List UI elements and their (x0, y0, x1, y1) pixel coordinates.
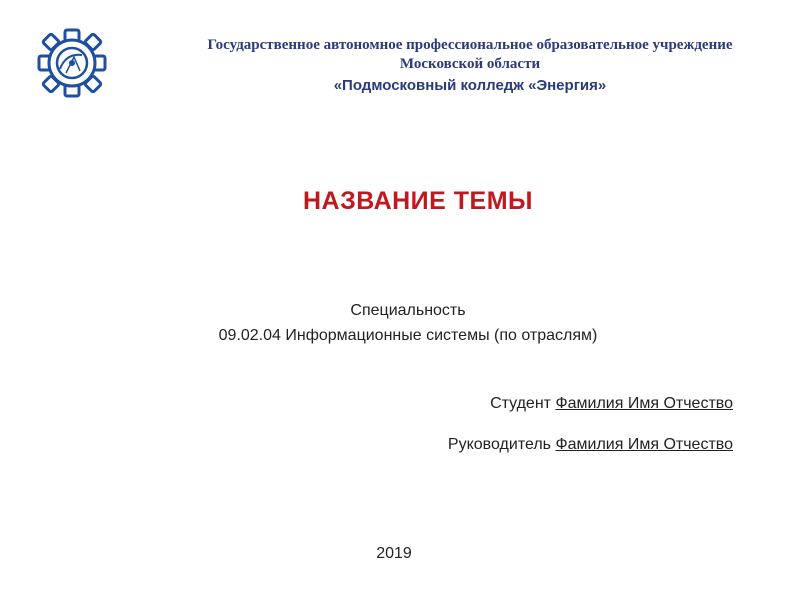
college-gear-logo-icon (36, 27, 108, 99)
year: 2019 (376, 545, 412, 562)
specialty-block (0, 298, 800, 348)
people-block (448, 394, 733, 455)
student-label: Студент (490, 395, 551, 412)
supervisor-row (448, 435, 733, 455)
institution-name: «Подмосковный колледж «Энергия» (333, 77, 607, 94)
specialty-label: Специальность (350, 302, 466, 319)
topic-title: НАЗВАНИЕ ТЕМЫ (302, 187, 534, 215)
institution-header (150, 36, 790, 95)
specialty-code-name: 09.02.04 Информационные системы (по отраслям) (218, 327, 598, 344)
supervisor-name: Фамилия Имя Отчество (555, 436, 733, 453)
institution-line-1: Государственное автономное профессиональное образовательное учреждение (207, 37, 733, 53)
institution-line-2: Московской области (399, 56, 541, 72)
student-name: Фамилия Имя Отчество (555, 395, 733, 412)
student-row (448, 394, 733, 414)
supervisor-label: Руководитель (447, 436, 551, 453)
